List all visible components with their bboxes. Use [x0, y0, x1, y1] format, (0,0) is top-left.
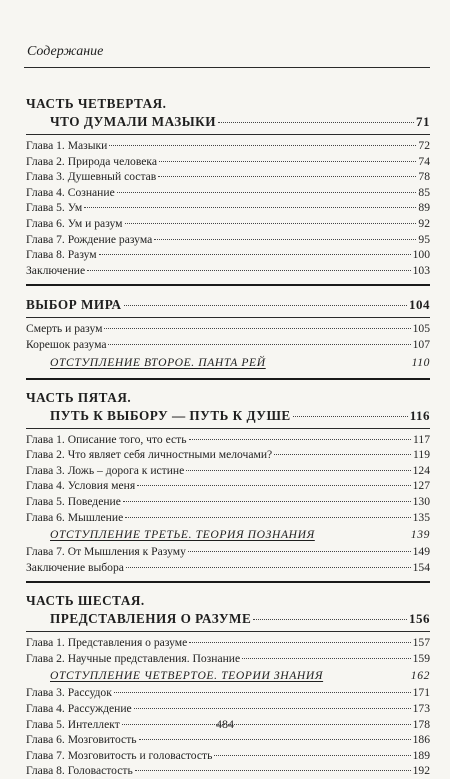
dot-leader: [104, 328, 410, 329]
page-ref: 78: [418, 170, 430, 184]
page-ref: 135: [412, 510, 430, 524]
page-ref: 156: [409, 611, 430, 627]
page-ref: 178: [412, 717, 430, 731]
toc-entry[interactable]: [26, 200, 430, 216]
dot-leader: [242, 658, 410, 659]
page-ref: 117: [413, 432, 430, 446]
dot-leader: [99, 254, 411, 255]
dot-leader: [125, 517, 410, 518]
dot-leader: [87, 270, 410, 271]
section-rule: [26, 428, 430, 429]
part-label: ЧАСТЬ ПЯТАЯ.: [26, 389, 132, 405]
toc-entry[interactable]: [26, 169, 430, 185]
toc-entry[interactable]: [26, 478, 430, 494]
entry-title: Заключение выбора: [26, 560, 124, 574]
dot-leader: [139, 739, 411, 740]
section-rule: [26, 317, 430, 318]
page-ref: 124: [412, 463, 430, 477]
part-label: ЧАСТЬ ШЕСТАЯ.: [26, 593, 145, 609]
dot-leader: [154, 239, 416, 240]
toc-entry[interactable]: [26, 154, 430, 170]
dot-leader: [123, 501, 411, 502]
entry-title: Глава 3. Ложь – дорога к истине: [26, 463, 185, 477]
entry-title: Глава 5. Интеллект: [26, 717, 120, 731]
entry-title: Глава 4. Сознание: [26, 185, 115, 199]
page-ref: 149: [412, 545, 430, 559]
dot-leader: [137, 485, 410, 486]
toc-entry[interactable]: [26, 494, 430, 510]
toc-entry[interactable]: [26, 635, 430, 651]
digression-title: ОТСТУПЛЕНИЕ ВТОРОЕ. ПАНТА РЕЙ: [50, 355, 266, 369]
entry-title: Глава 1. Представления о разуме: [26, 636, 188, 650]
dot-leader: [158, 176, 416, 177]
toc-entry[interactable]: [26, 247, 430, 263]
part-divider: [26, 284, 430, 286]
dot-leader: [159, 161, 416, 162]
part-title-row[interactable]: [26, 609, 430, 628]
entry-title: Глава 6. Мозговитость: [26, 733, 137, 747]
entry-title: Глава 6. Ум и разум: [26, 216, 123, 230]
entry-title: Смерть и разум: [26, 322, 103, 336]
dot-leader: [186, 470, 410, 471]
toc-entry[interactable]: [26, 701, 430, 717]
part-title-row[interactable]: [26, 295, 430, 314]
toc-entry[interactable]: [26, 138, 430, 154]
dot-leader: [114, 692, 411, 693]
entry-title: Глава 7. Мозговитость и головастость: [26, 748, 213, 762]
dot-leader: [274, 454, 411, 455]
toc-entry[interactable]: [26, 447, 430, 463]
dot-leader: [253, 619, 407, 620]
toc-entry[interactable]: [26, 263, 430, 279]
entry-title: Глава 5. Поведение: [26, 494, 121, 508]
entry-title: Глава 7. Рождение разума: [26, 232, 153, 246]
dot-leader: [117, 192, 417, 193]
dot-leader: [126, 567, 411, 568]
part-divider: [26, 581, 430, 583]
part-title: ЧТО ДУМАЛИ МАЗЫКИ: [50, 114, 216, 129]
toc-entry[interactable]: [26, 510, 430, 526]
page-ref: 119: [413, 448, 430, 462]
page-ref: 173: [412, 702, 430, 716]
dot-leader: [218, 122, 414, 123]
page-ref: 92: [418, 216, 430, 230]
page-ref: 105: [412, 322, 430, 336]
page-ref: 130: [412, 494, 430, 508]
entry-title: Глава 3. Рассудок: [26, 686, 112, 700]
page-ref: 157: [412, 636, 430, 650]
entry-title: Глава 1. Описание того, что есть: [26, 432, 187, 446]
page-ref: 95: [418, 232, 430, 246]
page-ref: 192: [412, 764, 430, 778]
entry-title: Глава 8. Разум: [26, 248, 97, 262]
page-ref: 116: [409, 407, 430, 423]
dot-leader: [214, 755, 410, 756]
page-number: 484: [216, 717, 234, 731]
section-rule: [26, 631, 430, 632]
dot-leader: [135, 770, 411, 771]
entry-title: Глава 5. Ум: [26, 201, 83, 215]
toc-entry[interactable]: [26, 560, 430, 576]
page-ref: 186: [412, 733, 430, 747]
entry-title: Глава 2. Научные представления. Познание: [26, 651, 241, 665]
page-ref: 71: [416, 114, 430, 129]
page-ref: 154: [412, 560, 430, 574]
digression-entry[interactable]: [26, 525, 430, 544]
entry-title: Глава 2. Что являет себя личностными мелочами?: [26, 448, 273, 462]
entry-title: Корешок разума: [26, 337, 107, 351]
digression-entry[interactable]: [26, 353, 430, 372]
dot-leader: [134, 708, 411, 709]
dot-leader: [108, 344, 410, 345]
toc-entry[interactable]: [26, 463, 430, 479]
page-ref: 89: [418, 201, 430, 215]
dot-leader: [189, 642, 410, 643]
toc-entry[interactable]: [26, 432, 430, 448]
page-ref: 162: [410, 669, 430, 683]
entry-title: Глава 2. Природа человека: [26, 154, 158, 168]
toc-entry[interactable]: [26, 216, 430, 232]
dot-leader: [188, 551, 411, 552]
toc-entry[interactable]: [26, 763, 430, 779]
part-title: ВЫБОР МИРА: [26, 297, 122, 313]
page-ref: 72: [418, 139, 430, 152]
page-ref: 110: [411, 355, 430, 369]
toc-entry[interactable]: [26, 651, 430, 667]
page-ref: 104: [409, 297, 430, 313]
entry-title: Глава 7. От Мышления к Разуму: [26, 545, 186, 559]
part-divider: [26, 378, 430, 380]
digression-entry[interactable]: [26, 666, 430, 685]
toc-entry[interactable]: [26, 337, 430, 353]
dot-leader: [189, 439, 411, 440]
toc-entry[interactable]: [26, 321, 430, 337]
entry-title: Заключение: [26, 263, 86, 277]
header-rule: [24, 67, 430, 68]
section-rule: [26, 134, 430, 135]
digression-title: ОТСТУПЛЕНИЕ ЧЕТВЕРТОЕ. ТЕОРИИ ЗНАНИЯ: [50, 669, 324, 683]
toc-entry[interactable]: [26, 185, 430, 201]
page-ref: 74: [418, 154, 430, 168]
entry-title: Глава 4. Условия меня: [26, 479, 136, 493]
part-title: ПУТЬ К ВЫБОРУ — ПУТЬ К ДУШЕ: [50, 407, 291, 423]
part-title: ПРЕДСТАВЛЕНИЯ О РАЗУМЕ: [50, 611, 252, 627]
dot-leader: [293, 416, 408, 417]
dot-leader: [109, 145, 416, 146]
page-ref: 127: [412, 479, 430, 493]
toc-entry[interactable]: [26, 732, 430, 748]
page-ref: 139: [410, 528, 430, 542]
table-of-contents: [26, 95, 430, 779]
page-ref: 100: [412, 248, 430, 262]
entry-title: Глава 8. Головастость: [26, 764, 133, 778]
page-ref: 107: [412, 337, 430, 351]
header-title: Содержание: [27, 44, 104, 59]
page-ref: 171: [412, 686, 430, 700]
toc-entry[interactable]: [26, 748, 430, 764]
entry-title: Глава 3. Душевный состав: [26, 170, 157, 184]
toc-entry[interactable]: [26, 232, 430, 248]
toc-entry[interactable]: [26, 544, 430, 560]
page-ref: 189: [412, 748, 430, 762]
page-ref: 103: [412, 263, 430, 277]
entry-title: Глава 4. Рассуждение: [26, 702, 132, 716]
page-ref: 159: [412, 651, 430, 665]
part-title-row[interactable]: [26, 112, 430, 131]
part-title-row[interactable]: [26, 406, 430, 425]
dot-leader: [84, 207, 416, 208]
toc-entry[interactable]: [26, 685, 430, 701]
page-ref: 85: [418, 185, 430, 199]
entry-title: Глава 6. Мышление: [26, 510, 124, 524]
part-label: ЧАСТЬ ЧЕТВЕРТАЯ.: [26, 96, 167, 111]
dot-leader: [124, 305, 407, 306]
dot-leader: [125, 223, 417, 224]
entry-title: Глава 1. Мазыки: [26, 139, 108, 152]
digression-title: ОТСТУПЛЕНИЕ ТРЕТЬЕ. ТЕОРИЯ ПОЗНАНИЯ: [50, 528, 315, 542]
